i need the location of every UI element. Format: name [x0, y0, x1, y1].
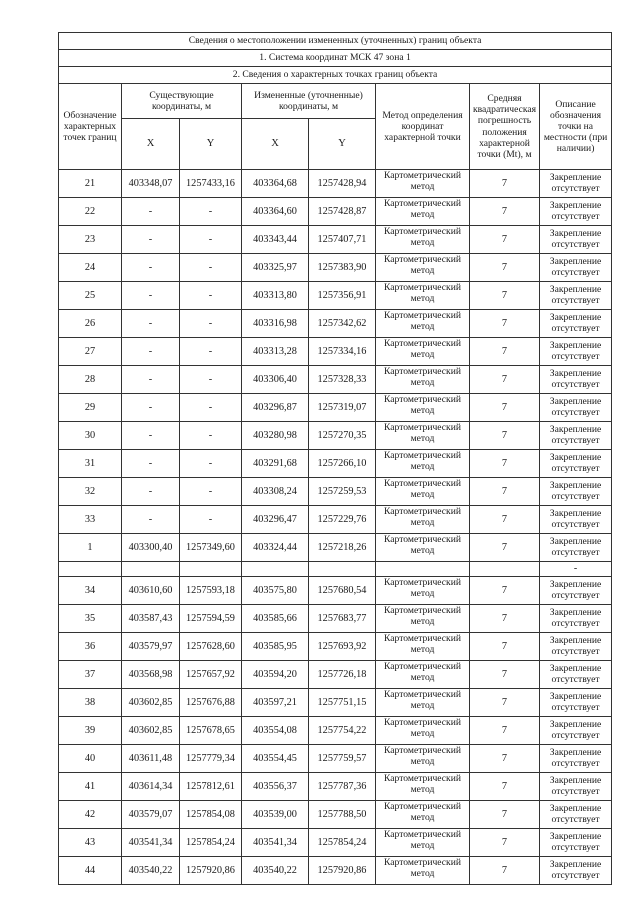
cell-changed-y: 1257683,77: [309, 605, 376, 633]
cell-existing-x: 403579,07: [122, 801, 180, 829]
cell-changed-x: 403540,22: [242, 857, 309, 885]
cell-existing-y: -: [180, 310, 242, 338]
cell-method: Картометрический метод: [376, 745, 470, 773]
cell-error-mt: 7: [470, 801, 540, 829]
cell-existing-y: 1257433,16: [180, 170, 242, 198]
cell-existing-x: 403587,43: [122, 605, 180, 633]
header-changed-x: X: [242, 119, 309, 170]
cell-changed-y: 1257259,53: [309, 478, 376, 506]
cell-error-mt: 7: [470, 254, 540, 282]
cell-error-mt: 7: [470, 170, 540, 198]
cell-description: Закрепление отсутствует: [540, 422, 612, 450]
cell-existing-x: -: [122, 422, 180, 450]
cell-changed-x: 403364,68: [242, 170, 309, 198]
cell-point-id: 24: [59, 254, 122, 282]
header-existing-x: X: [122, 119, 180, 170]
table-row: [59, 366, 612, 394]
cell-description: Закрепление отсутствует: [540, 857, 612, 885]
cell-error-mt: 7: [470, 198, 540, 226]
cell-error-mt: 7: [470, 605, 540, 633]
cell-method: Картометрический метод: [376, 170, 470, 198]
cell-existing-x: 403579,97: [122, 633, 180, 661]
cell-changed-y: 1257751,15: [309, 689, 376, 717]
cell-method: Картометрический метод: [376, 857, 470, 885]
cell-changed-y: 1257342,62: [309, 310, 376, 338]
cell-point-id: 22: [59, 198, 122, 226]
cell-changed-y: 1257428,94: [309, 170, 376, 198]
cell-changed-x: 403585,66: [242, 605, 309, 633]
cell-changed-x: 403313,28: [242, 338, 309, 366]
cell-existing-y: -: [180, 338, 242, 366]
cell-method: Картометрический метод: [376, 338, 470, 366]
table-row: [59, 450, 612, 478]
cell-existing-y: -: [180, 422, 242, 450]
cell-method: Картометрический метод: [376, 450, 470, 478]
header-error: Средняя квадратическая погрешность положения характерной точки (Mt), м: [470, 84, 540, 170]
table-row: [59, 773, 612, 801]
cell-existing-y: -: [180, 254, 242, 282]
cell-point-id: 21: [59, 170, 122, 198]
cell-changed-x: 403585,95: [242, 633, 309, 661]
cell-existing-x: 403611,48: [122, 745, 180, 773]
cell-error-mt: 7: [470, 661, 540, 689]
cell-point-id: 32: [59, 478, 122, 506]
cell-error-mt: 7: [470, 829, 540, 857]
cell-changed-x: 403313,80: [242, 282, 309, 310]
cell-existing-y: 1257920,86: [180, 857, 242, 885]
cell-existing-x: -: [122, 310, 180, 338]
cell-description: Закрепление отсутствует: [540, 801, 612, 829]
cell-description: Закрепление отсутствует: [540, 661, 612, 689]
cell-existing-x: -: [122, 254, 180, 282]
cell-description: Закрепление отсутствует: [540, 605, 612, 633]
cell-changed-x: 403296,47: [242, 506, 309, 534]
cell-description: Закрепление отсутствует: [540, 478, 612, 506]
cell-existing-y: 1257678,65: [180, 717, 242, 745]
cell-description: Закрепление отсутствует: [540, 745, 612, 773]
cell-error-mt: 7: [470, 717, 540, 745]
table-row: [59, 857, 612, 885]
cell-method: Картометрический метод: [376, 506, 470, 534]
cell-point-id: 33: [59, 506, 122, 534]
table-row: [59, 633, 612, 661]
cell-existing-y: 1257628,60: [180, 633, 242, 661]
cell-error-mt: 7: [470, 338, 540, 366]
cell-error-mt: 7: [470, 534, 540, 562]
cell-point-id: 23: [59, 226, 122, 254]
cell-existing-x: -: [122, 198, 180, 226]
separator-cell: [470, 562, 540, 577]
cell-method: Картометрический метод: [376, 661, 470, 689]
table-row: [59, 717, 612, 745]
table-row: [59, 478, 612, 506]
cell-existing-y: -: [180, 198, 242, 226]
table-row: [59, 394, 612, 422]
cell-existing-x: -: [122, 366, 180, 394]
table-row: [59, 689, 612, 717]
cell-changed-x: 403324,44: [242, 534, 309, 562]
cell-existing-x: -: [122, 226, 180, 254]
coordinate-system-title: 1. Система координат МСК 47 зона 1: [59, 50, 612, 67]
cell-description: Закрепление отсутствует: [540, 338, 612, 366]
cell-changed-y: 1257266,10: [309, 450, 376, 478]
cell-point-id: 27: [59, 338, 122, 366]
cell-changed-y: 1257920,86: [309, 857, 376, 885]
cell-method: Картометрический метод: [376, 478, 470, 506]
cell-existing-y: 1257594,59: [180, 605, 242, 633]
table-row: [59, 506, 612, 534]
separator-cell: [122, 562, 180, 577]
cell-existing-y: 1257657,92: [180, 661, 242, 689]
table-row: [59, 422, 612, 450]
table-row: [59, 534, 612, 562]
cell-error-mt: 7: [470, 633, 540, 661]
separator-dash: -: [540, 562, 612, 577]
cell-method: Картометрический метод: [376, 717, 470, 745]
table-row: [59, 170, 612, 198]
cell-method: Картометрический метод: [376, 226, 470, 254]
table-row: [59, 310, 612, 338]
separator-cell: [242, 562, 309, 577]
cell-changed-x: 403280,98: [242, 422, 309, 450]
cell-point-id: 44: [59, 857, 122, 885]
cell-description: Закрепление отсутствует: [540, 506, 612, 534]
header-designation: Обозначение характерных точек границ: [59, 84, 122, 170]
cell-point-id: 43: [59, 829, 122, 857]
cell-method: Картометрический метод: [376, 534, 470, 562]
cell-changed-x: 403597,21: [242, 689, 309, 717]
cell-changed-y: 1257319,07: [309, 394, 376, 422]
separator-cell: [309, 562, 376, 577]
cell-method: Картометрический метод: [376, 801, 470, 829]
cell-error-mt: 7: [470, 366, 540, 394]
cell-description: Закрепление отсутствует: [540, 534, 612, 562]
cell-error-mt: 7: [470, 422, 540, 450]
cell-description: Закрепление отсутствует: [540, 394, 612, 422]
table-row: [59, 577, 612, 605]
cell-method: Картометрический метод: [376, 366, 470, 394]
cell-changed-y: 1257788,50: [309, 801, 376, 829]
cell-error-mt: 7: [470, 394, 540, 422]
cell-description: Закрепление отсутствует: [540, 717, 612, 745]
cell-method: Картометрический метод: [376, 422, 470, 450]
cell-changed-x: 403575,80: [242, 577, 309, 605]
cell-existing-x: -: [122, 394, 180, 422]
cell-existing-y: -: [180, 506, 242, 534]
cell-description: Закрепление отсутствует: [540, 254, 612, 282]
cell-description: Закрепление отсутствует: [540, 198, 612, 226]
cell-existing-y: 1257593,18: [180, 577, 242, 605]
cell-existing-x: -: [122, 478, 180, 506]
cell-point-id: 34: [59, 577, 122, 605]
cell-error-mt: 7: [470, 282, 540, 310]
cell-point-id: 41: [59, 773, 122, 801]
cell-method: Картометрический метод: [376, 394, 470, 422]
cell-existing-x: -: [122, 450, 180, 478]
cell-changed-y: 1257334,16: [309, 338, 376, 366]
cell-method: Картометрический метод: [376, 282, 470, 310]
cell-changed-x: 403343,44: [242, 226, 309, 254]
cell-error-mt: 7: [470, 857, 540, 885]
cell-changed-x: 403554,45: [242, 745, 309, 773]
cell-changed-y: 1257726,18: [309, 661, 376, 689]
cell-existing-x: 403602,85: [122, 717, 180, 745]
table-row: [59, 661, 612, 689]
cell-existing-x: -: [122, 282, 180, 310]
separator-cell: [180, 562, 242, 577]
cell-point-id: 39: [59, 717, 122, 745]
cell-existing-y: -: [180, 394, 242, 422]
cell-method: Картометрический метод: [376, 829, 470, 857]
cell-method: Картометрический метод: [376, 689, 470, 717]
cell-changed-x: 403316,98: [242, 310, 309, 338]
cell-changed-y: 1257383,90: [309, 254, 376, 282]
cell-changed-x: 403539,00: [242, 801, 309, 829]
boundary-points-table: [58, 32, 612, 885]
cell-existing-y: 1257812,61: [180, 773, 242, 801]
cell-error-mt: 7: [470, 745, 540, 773]
cell-error-mt: 7: [470, 506, 540, 534]
cell-point-id: 30: [59, 422, 122, 450]
cell-existing-y: -: [180, 226, 242, 254]
header-changed-coords: Измененные (уточненные) координаты, м: [242, 84, 376, 119]
cell-error-mt: 7: [470, 689, 540, 717]
separator-cell: [59, 562, 122, 577]
cell-error-mt: 7: [470, 478, 540, 506]
table-row: [59, 226, 612, 254]
cell-changed-y: 1257787,36: [309, 773, 376, 801]
cell-changed-x: 403306,40: [242, 366, 309, 394]
cell-existing-x: 403568,98: [122, 661, 180, 689]
cell-description: Закрепление отсутствует: [540, 829, 612, 857]
cell-error-mt: 7: [470, 450, 540, 478]
cell-changed-x: 403308,24: [242, 478, 309, 506]
cell-existing-x: 403614,34: [122, 773, 180, 801]
cell-point-id: 26: [59, 310, 122, 338]
cell-changed-y: 1257754,22: [309, 717, 376, 745]
cell-changed-y: 1257218,26: [309, 534, 376, 562]
header-existing-y: Y: [180, 119, 242, 170]
cell-existing-x: 403300,40: [122, 534, 180, 562]
separator-row: [59, 562, 612, 577]
cell-changed-x: 403554,08: [242, 717, 309, 745]
cell-point-id: 38: [59, 689, 122, 717]
cell-description: Закрепление отсутствует: [540, 170, 612, 198]
cell-description: Закрепление отсутствует: [540, 773, 612, 801]
cell-changed-y: 1257759,57: [309, 745, 376, 773]
cell-point-id: 25: [59, 282, 122, 310]
cell-point-id: 1: [59, 534, 122, 562]
cell-changed-y: 1257854,24: [309, 829, 376, 857]
table-title: Сведения о местоположении измененных (уточненных) границ объекта: [59, 33, 612, 50]
cell-existing-x: -: [122, 506, 180, 534]
cell-existing-x: -: [122, 338, 180, 366]
cell-existing-x: 403541,34: [122, 829, 180, 857]
cell-method: Картометрический метод: [376, 773, 470, 801]
separator-cell: [376, 562, 470, 577]
cell-existing-y: -: [180, 282, 242, 310]
cell-existing-x: 403602,85: [122, 689, 180, 717]
cell-existing-y: 1257854,24: [180, 829, 242, 857]
cell-changed-y: 1257407,71: [309, 226, 376, 254]
cell-point-id: 31: [59, 450, 122, 478]
cell-existing-y: 1257676,88: [180, 689, 242, 717]
cell-point-id: 29: [59, 394, 122, 422]
header-existing-coords: Существующие координаты, м: [122, 84, 242, 119]
header-changed-y: Y: [309, 119, 376, 170]
cell-method: Картометрический метод: [376, 254, 470, 282]
table-row: [59, 801, 612, 829]
cell-method: Картометрический метод: [376, 310, 470, 338]
cell-method: Картометрический метод: [376, 605, 470, 633]
cell-changed-y: 1257229,76: [309, 506, 376, 534]
cell-point-id: 35: [59, 605, 122, 633]
cell-description: Закрепление отсутствует: [540, 366, 612, 394]
header-method: Метод определения координат характерной точки: [376, 84, 470, 170]
cell-method: Картометрический метод: [376, 198, 470, 226]
cell-description: Закрепление отсутствует: [540, 689, 612, 717]
cell-description: Закрепление отсутствует: [540, 282, 612, 310]
cell-changed-x: 403364,60: [242, 198, 309, 226]
section-title: 2. Сведения о характерных точках границ объекта: [59, 67, 612, 84]
cell-changed-y: 1257328,33: [309, 366, 376, 394]
cell-existing-y: 1257779,34: [180, 745, 242, 773]
cell-changed-y: 1257693,92: [309, 633, 376, 661]
cell-changed-y: 1257680,54: [309, 577, 376, 605]
cell-changed-x: 403594,20: [242, 661, 309, 689]
cell-description: Закрепление отсутствует: [540, 633, 612, 661]
table-row: [59, 198, 612, 226]
cell-point-id: 36: [59, 633, 122, 661]
table-row: [59, 282, 612, 310]
table-row: [59, 605, 612, 633]
cell-existing-y: -: [180, 478, 242, 506]
cell-point-id: 42: [59, 801, 122, 829]
cell-point-id: 40: [59, 745, 122, 773]
cell-changed-x: 403325,97: [242, 254, 309, 282]
table-row: [59, 254, 612, 282]
cell-description: Закрепление отсутствует: [540, 450, 612, 478]
cell-existing-x: 403540,22: [122, 857, 180, 885]
cell-description: Закрепление отсутствует: [540, 226, 612, 254]
cell-changed-x: 403296,87: [242, 394, 309, 422]
cell-existing-y: -: [180, 450, 242, 478]
cell-existing-x: 403348,07: [122, 170, 180, 198]
cell-changed-y: 1257428,87: [309, 198, 376, 226]
table-row: [59, 829, 612, 857]
cell-existing-y: 1257854,08: [180, 801, 242, 829]
cell-existing-x: 403610,60: [122, 577, 180, 605]
cell-changed-x: 403556,37: [242, 773, 309, 801]
cell-existing-y: -: [180, 366, 242, 394]
cell-changed-y: 1257356,91: [309, 282, 376, 310]
cell-method: Картометрический метод: [376, 577, 470, 605]
cell-error-mt: 7: [470, 310, 540, 338]
header-description: Описание обозначения точки на местности (при наличии): [540, 84, 612, 170]
cell-existing-y: 1257349,60: [180, 534, 242, 562]
cell-error-mt: 7: [470, 226, 540, 254]
cell-method: Картометрический метод: [376, 633, 470, 661]
cell-point-id: 28: [59, 366, 122, 394]
cell-changed-x: 403541,34: [242, 829, 309, 857]
cell-point-id: 37: [59, 661, 122, 689]
cell-error-mt: 7: [470, 773, 540, 801]
cell-description: Закрепление отсутствует: [540, 310, 612, 338]
table-row: [59, 745, 612, 773]
table-row: [59, 338, 612, 366]
cell-changed-x: 403291,68: [242, 450, 309, 478]
cell-description: Закрепление отсутствует: [540, 577, 612, 605]
cell-error-mt: 7: [470, 577, 540, 605]
cell-changed-y: 1257270,35: [309, 422, 376, 450]
